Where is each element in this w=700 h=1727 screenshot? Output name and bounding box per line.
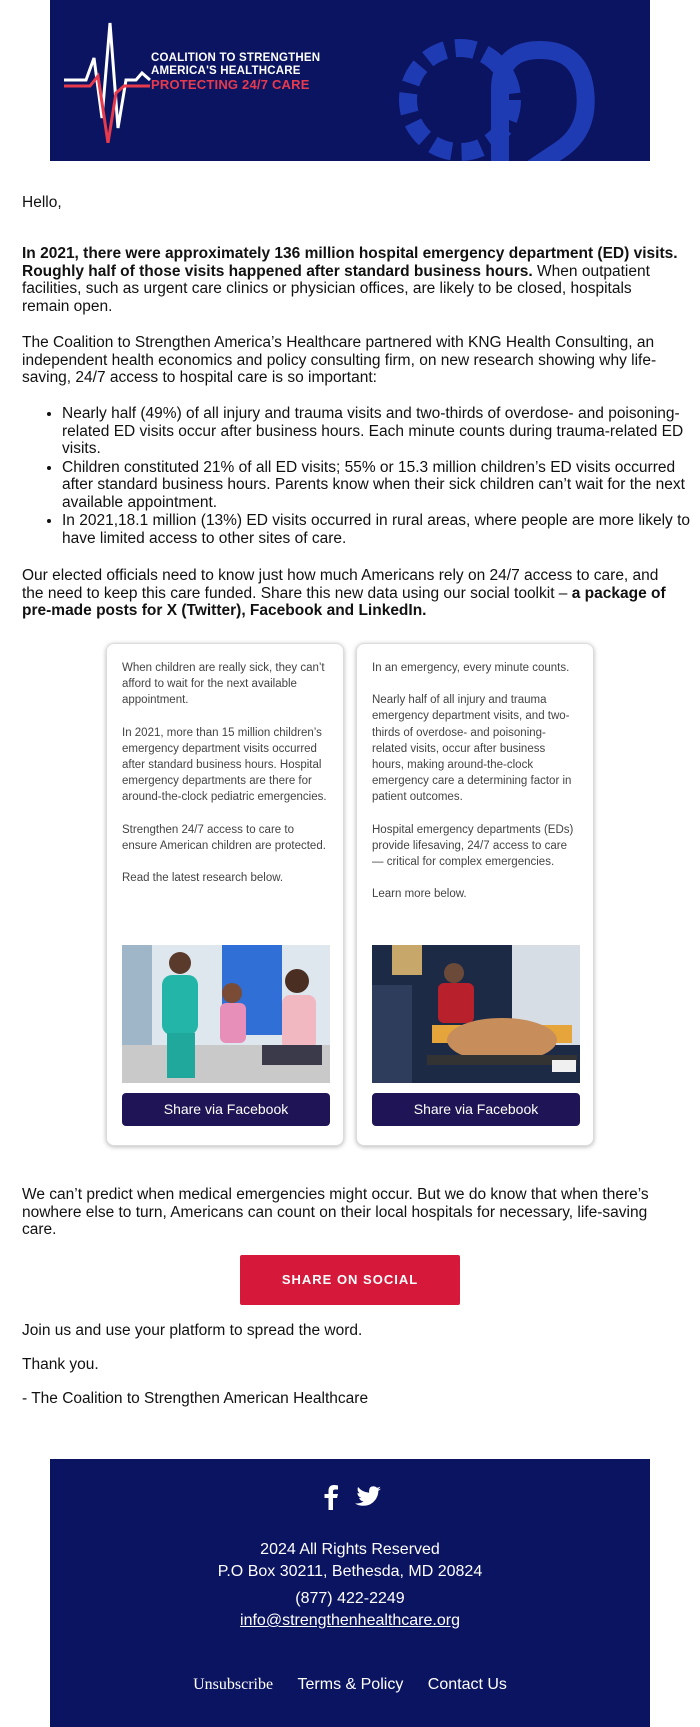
pediatric-visit-photo	[122, 945, 330, 1083]
terms-policy-link[interactable]: Terms & Policy	[297, 1676, 404, 1693]
card-paragraph: Nearly half of all injury and trauma emergency department visits, and two-thirds of overdose- and poisoning-related visits, occur after business hours, making around-the-clock emergency care a determining factor in patient outcomes.	[372, 694, 572, 804]
postal-address: P.O Box 30211, Bethesda, MD 20824	[217, 1563, 483, 1580]
research-bullets	[40, 405, 700, 548]
twitter-icon[interactable]	[355, 1486, 381, 1508]
intro-rest: When outpatient facilities, such as urgent care clinics or physician offices, are likely to be closed, hospitals remain open.	[22, 262, 650, 315]
intro-paragraph	[22, 245, 682, 315]
ambulance-stretcher-photo	[372, 945, 580, 1083]
card-text	[122, 660, 330, 902]
social-icons	[50, 1484, 650, 1514]
card-paragraph: Strengthen 24/7 access to care to ensure American children are protected.	[122, 823, 326, 852]
footer-links	[50, 1676, 650, 1694]
footer	[50, 1459, 650, 1727]
facebook-icon[interactable]	[320, 1484, 340, 1510]
copyright-text: 2024 All Rights Reserved	[260, 1541, 440, 1558]
card-paragraph: When children are really sick, they can’t afford to wait for the next available appointment.	[122, 662, 325, 707]
social-post-card-emergency	[356, 643, 594, 1146]
officials-text: Our elected officials need to know just how much Americans rely on 24/7 access to care, and the need to keep this care funded. Share this new data using our social toolkit –	[22, 567, 659, 602]
unsubscribe-link[interactable]: Unsubscribe	[193, 1676, 274, 1693]
card-text	[372, 660, 580, 918]
contact-us-link[interactable]: Contact Us	[427, 1676, 507, 1693]
logo-tagline: PROTECTING 24/7 CARE	[151, 77, 310, 92]
header-banner	[50, 0, 650, 161]
closing-paragraph: We can’t predict when medical emergencies might occur. But we do know that when there’s nowhere else to turn, Americans can count on their local hospitals for necessary, life-saving care.	[22, 1186, 649, 1238]
officials-paragraph	[22, 567, 682, 620]
thanks-paragraph: Thank you.	[22, 1356, 99, 1373]
toolkit-link[interactable]: a package of pre-made posts for X (Twitter), Facebook and LinkedIn.	[22, 584, 666, 619]
logo-line-1: COALITION TO STRENGTHEN	[151, 52, 321, 64]
share-via-facebook-button[interactable]: Share via Facebook	[372, 1093, 580, 1126]
heartbeat-logo-icon	[64, 18, 154, 143]
share-via-facebook-button[interactable]: Share via Facebook	[122, 1093, 330, 1126]
email-link[interactable]: info@strengthenhealthcare.org	[240, 1612, 460, 1629]
join-paragraph: Join us and use your platform to spread the word.	[22, 1322, 363, 1339]
partnership-paragraph: The Coalition to Strengthen America’s Healthcare partnered with KNG Health Consulting, an independent health economics and policy consulting firm, on new research showing why life-saving, 24/7 access to hospital care is so important:	[22, 334, 657, 386]
footer-address-block	[50, 1539, 650, 1583]
bullet-item: • Nearly half (49%) of all injury and trauma visits and two-thirds of overdose- and poisoning-related ED visits occur after business hours. Each minute counts during trauma-related ED visits.	[62, 405, 700, 458]
logo-line-2: AMERICA'S HEALTHCARE	[151, 65, 301, 77]
phone-number: (877) 422-2249	[295, 1590, 405, 1607]
intro-bold: In 2021, there were approximately 136 million hospital emergency department (ED) visits. Roughly half of those visits happened after standard business hours.	[22, 245, 678, 280]
greeting: Hello,	[22, 194, 62, 211]
card-paragraph: Learn more below.	[372, 888, 467, 901]
card-paragraph: In 2021, more than 15 million children’s emergency department visits occurred after standard business hours. Hospital emergency departments are there for around-the-clock pediatric emergencies.	[122, 726, 327, 804]
card-paragraph: Hospital emergency departments (EDs) provide lifesaving, 24/7 access to care — critical for complex emergencies.	[372, 823, 574, 869]
clock-heart-decoration-icon	[390, 30, 650, 161]
logo-wordmark	[151, 52, 320, 91]
bullet-item: • In 2021,18.1 million (13%) ED visits occurred in rural areas, where people are more likely to have limited access to other sites of care.	[62, 512, 700, 547]
bullet-item: • Children constituted 21% of all ED visits; 55% or 15.3 million children’s ED visits occurred after standard business hours. Parents know when their sick children can’t wait for the next available appointment.	[62, 459, 700, 512]
card-paragraph: Read the latest research below.	[122, 872, 284, 885]
share-on-social-button[interactable]: SHARE ON SOCIAL	[240, 1255, 460, 1305]
signature: - The Coalition to Strengthen American Healthcare	[22, 1390, 369, 1407]
card-paragraph: In an emergency, every minute counts.	[372, 662, 570, 674]
social-post-card-children	[106, 643, 344, 1146]
